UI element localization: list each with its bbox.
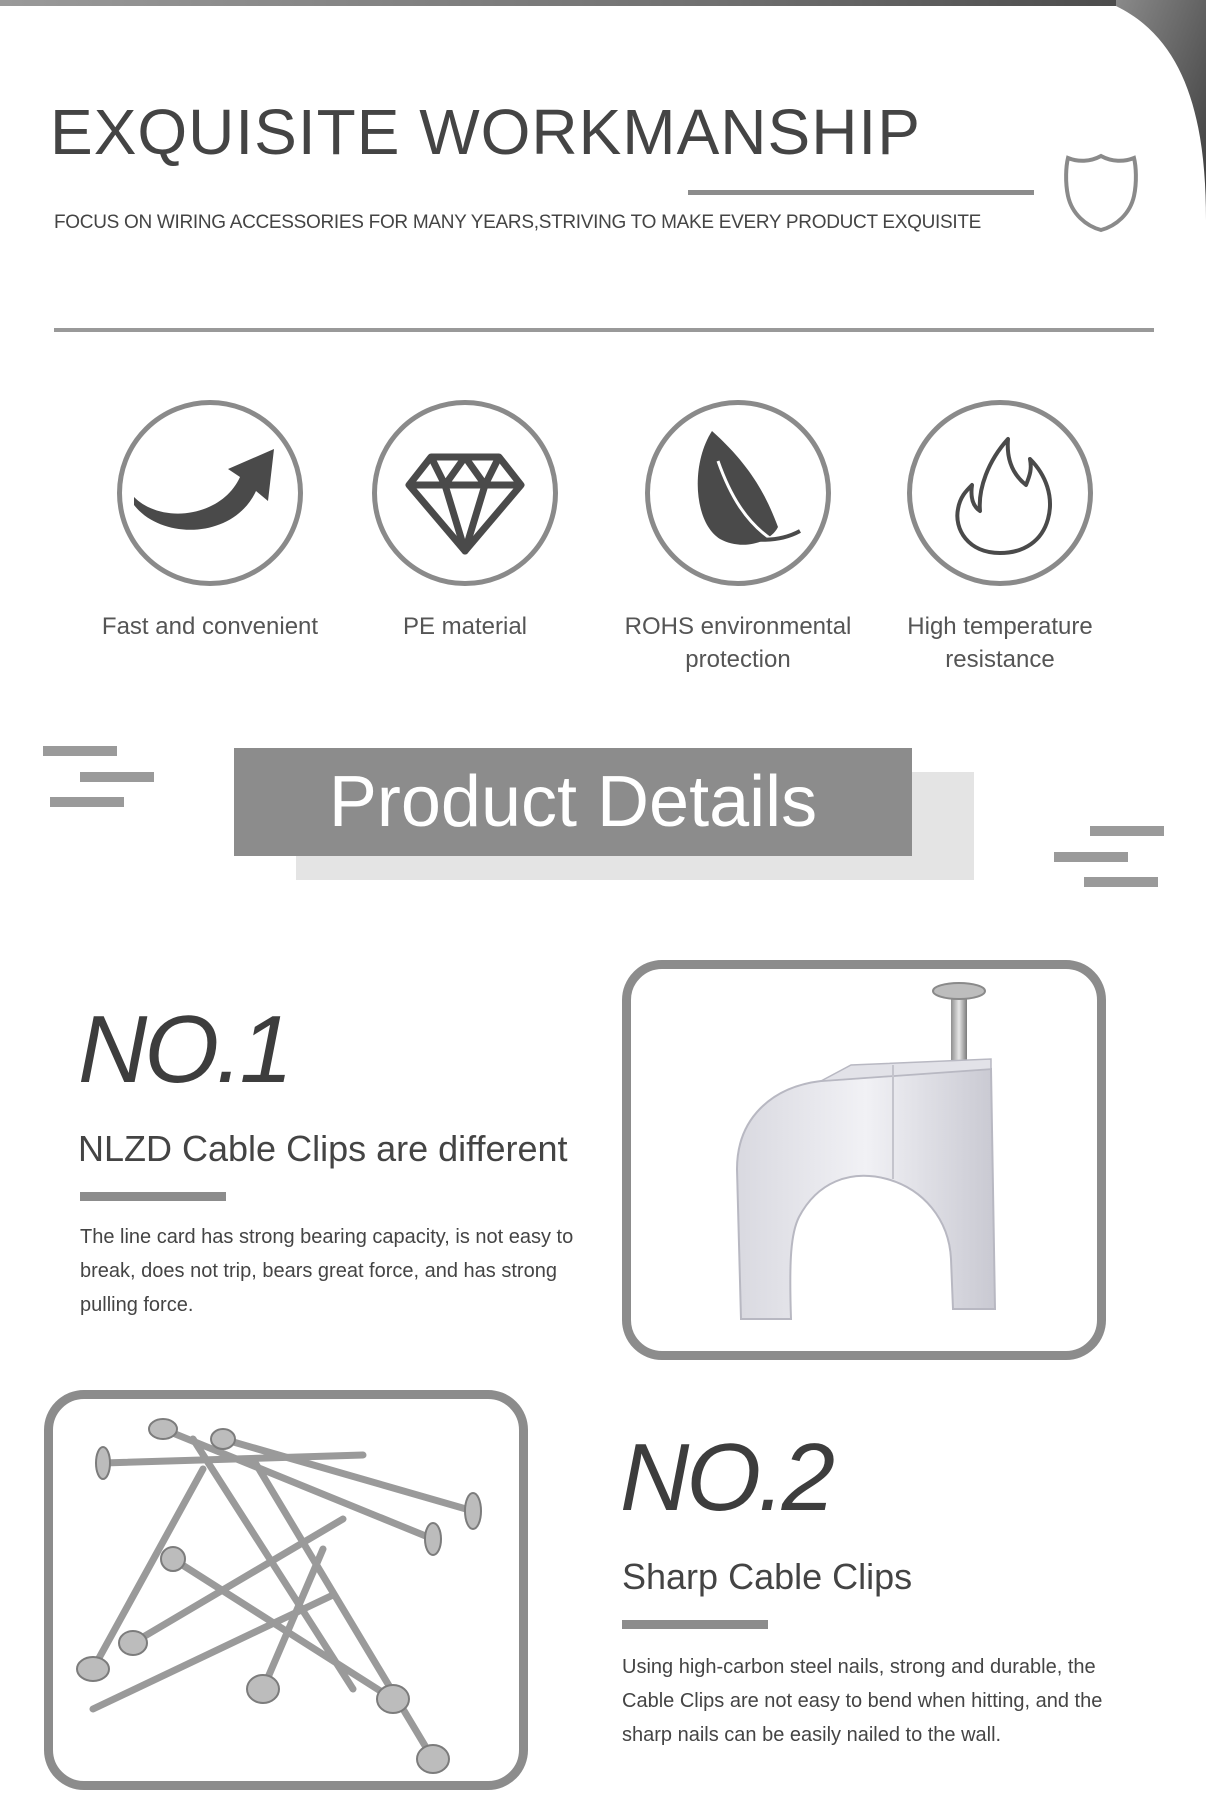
product-heading: NLZD Cable Clips are different xyxy=(78,1128,568,1169)
feature-rohs xyxy=(608,400,868,676)
feature-fast-convenient xyxy=(80,400,340,643)
steel-nails-image xyxy=(53,1399,519,1781)
feature-pe-material xyxy=(335,400,595,643)
section-divider xyxy=(54,328,1154,332)
feature-icon-circle xyxy=(907,400,1093,586)
top-band xyxy=(0,0,1206,6)
page-subtitle: FOCUS ON WIRING ACCESSORIES FOR MANY YEARS,STRIVING TO MAKE EVERY PRODUCT EXQUISITE xyxy=(54,212,982,233)
dash-decoration xyxy=(1090,826,1164,836)
dash-decoration xyxy=(50,797,124,807)
feature-label-line2: protection xyxy=(685,646,791,673)
title-rule xyxy=(688,190,1034,195)
product-image-frame xyxy=(622,960,1106,1360)
product-rule xyxy=(622,1620,768,1629)
feature-label-line1: High temperature xyxy=(907,613,1093,640)
feature-icon-circle xyxy=(645,400,831,586)
curved-arrow-icon xyxy=(122,405,298,581)
shield-icon xyxy=(1062,152,1140,234)
cable-clip-image xyxy=(631,969,1097,1351)
product-heading: Sharp Cable Clips xyxy=(622,1556,913,1597)
feature-label xyxy=(608,610,868,676)
diamond-icon xyxy=(377,405,553,581)
feature-icon-circle xyxy=(117,400,303,586)
leaf-icon xyxy=(650,405,826,581)
dash-decoration xyxy=(80,772,154,782)
product-rule xyxy=(80,1192,226,1201)
feature-label-line1: ROHS environmental xyxy=(624,613,852,640)
feature-high-temperature xyxy=(870,400,1130,676)
banner-title: Product Details xyxy=(328,762,818,842)
feature-label xyxy=(870,610,1130,676)
feature-label-line2: resistance xyxy=(945,646,1055,673)
feature-icon-circle xyxy=(372,400,558,586)
product-number: NO.2 xyxy=(620,1424,833,1531)
product-image-frame xyxy=(44,1390,528,1790)
feature-label: Fast and convenient xyxy=(101,613,319,640)
feature-label: PE material xyxy=(402,613,528,640)
dash-decoration xyxy=(1084,877,1158,887)
product-description: The line card has strong bearing capacity, is not easy to break, does not trip, bears great force, and has strong pulling force. xyxy=(80,1226,574,1316)
dash-decoration xyxy=(43,746,117,756)
flame-icon xyxy=(912,405,1088,581)
product-description: Using high-carbon steel nails, strong and durable, the Cable Clips are not easy to bend when hitting, and the sharp nails can be easily nailed to the wall. xyxy=(622,1656,1103,1746)
product-number: NO.1 xyxy=(78,996,291,1103)
page-title: EXQUISITE WORKMANSHIP xyxy=(50,96,921,168)
dash-decoration xyxy=(1054,852,1128,862)
